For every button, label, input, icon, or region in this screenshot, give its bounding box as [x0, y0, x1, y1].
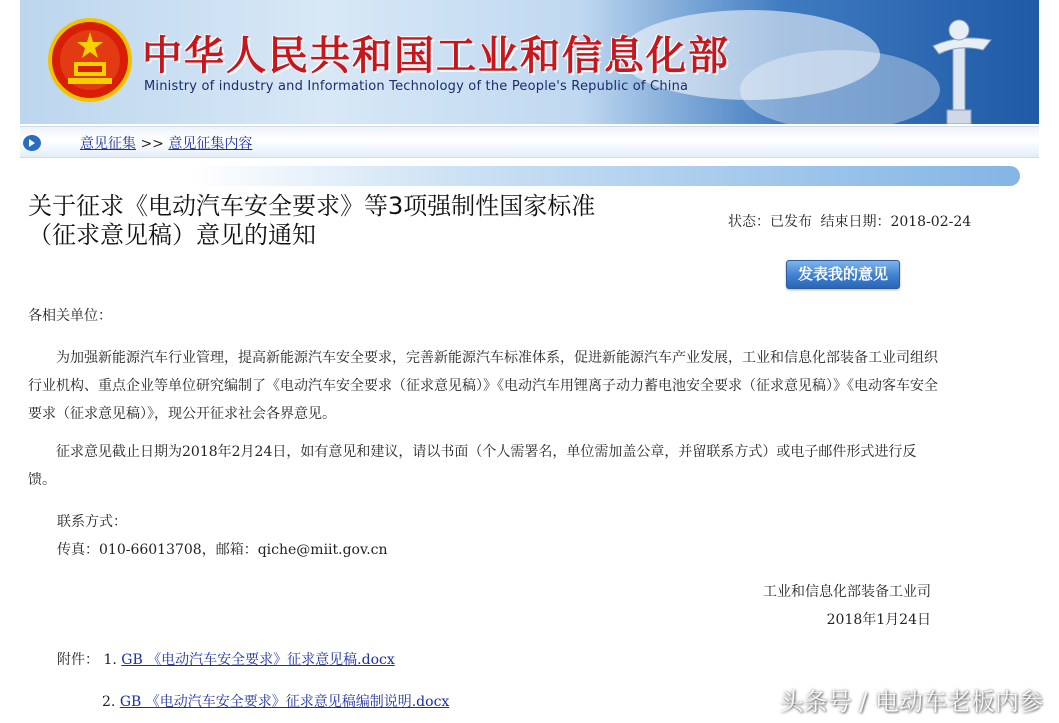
deadline-label: 结束日期：2018-02-24 [820, 214, 972, 230]
paragraph-intro: 为加强新能源汽车行业管理，提高新能源汽车安全要求，完善新能源汽车标准体系，促进新能源汽车产业发展，工业和信息化部装备工业司组织行业机构、重点企业等单位研究编制了《电动汽车安全要求（征求意见稿）》《电动汽车用锂离子动力蓄电池安全要求（征求意见稿）》《电动客车安全要求（征求意见稿）》，现公开征求社会各界意见。 [28, 350, 938, 422]
ministry-title-en: Ministry of industry and Information Technology of the People's Republic of China [144, 79, 689, 94]
status-label: 状态：已发布 [728, 214, 812, 230]
contact-block [57, 508, 388, 564]
attachment-index: 1. [103, 652, 117, 668]
status-info [728, 211, 975, 231]
attachment-link-1[interactable]: GB 《电动汽车安全要求》征求意见稿.docx [121, 652, 395, 668]
decorative-stripe [190, 166, 1020, 186]
breadcrumb [80, 133, 252, 153]
signature-block [763, 578, 931, 634]
header-banner [20, 0, 1039, 124]
national-emblem-icon [48, 18, 132, 102]
arrow-circle-icon [22, 134, 42, 152]
breadcrumb-link-opinion-content[interactable]: 意见征集内容 [168, 136, 253, 152]
salutation: 各相关单位： [28, 308, 112, 324]
attachment-link-2[interactable]: GB 《电动汽车安全要求》征求意见稿编制说明.docx [119, 694, 450, 710]
paragraph-deadline: 征求意见截止日期为2018年2月24日，如有意见和建议，请以书面（个人需署名，单位需加盖公章，并留联系方式）或电子邮件形式进行反馈。 [28, 444, 917, 488]
breadcrumb-link-opinion[interactable]: 意见征集 [80, 136, 136, 152]
page-title-line1: 关于征求《电动汽车安全要求》等3项强制性国家标准 [28, 192, 596, 220]
ministry-title-cn: 中华人民共和国工业和信息化部 [142, 33, 730, 79]
attachments-label: 附件： [57, 652, 99, 668]
submit-opinion-button[interactable]: 发表我的意见 [786, 260, 900, 289]
attachments [57, 646, 450, 710]
cloud-decoration [740, 50, 940, 124]
signature-org: 工业和信息化部装备工业司 [763, 584, 931, 600]
signature-date: 2018年1月24日 [826, 612, 931, 628]
attachment-index: 2. [102, 694, 116, 710]
page-title-line2: （征求意见稿）意见的通知 [28, 221, 316, 249]
contact-label: 联系方式： [57, 514, 127, 530]
watermark-text: 头条号 / 电动车老板内参 [779, 688, 1043, 716]
breadcrumb-bar [20, 126, 1039, 158]
attachment-row-2 [102, 688, 449, 716]
breadcrumb-separator: >> [140, 136, 164, 152]
contact-detail: 传真：010-66013708，邮箱：qiche@miit.gov.cn [57, 542, 388, 558]
page-title [28, 192, 668, 250]
huabiao-pillar-icon [913, 10, 1005, 124]
